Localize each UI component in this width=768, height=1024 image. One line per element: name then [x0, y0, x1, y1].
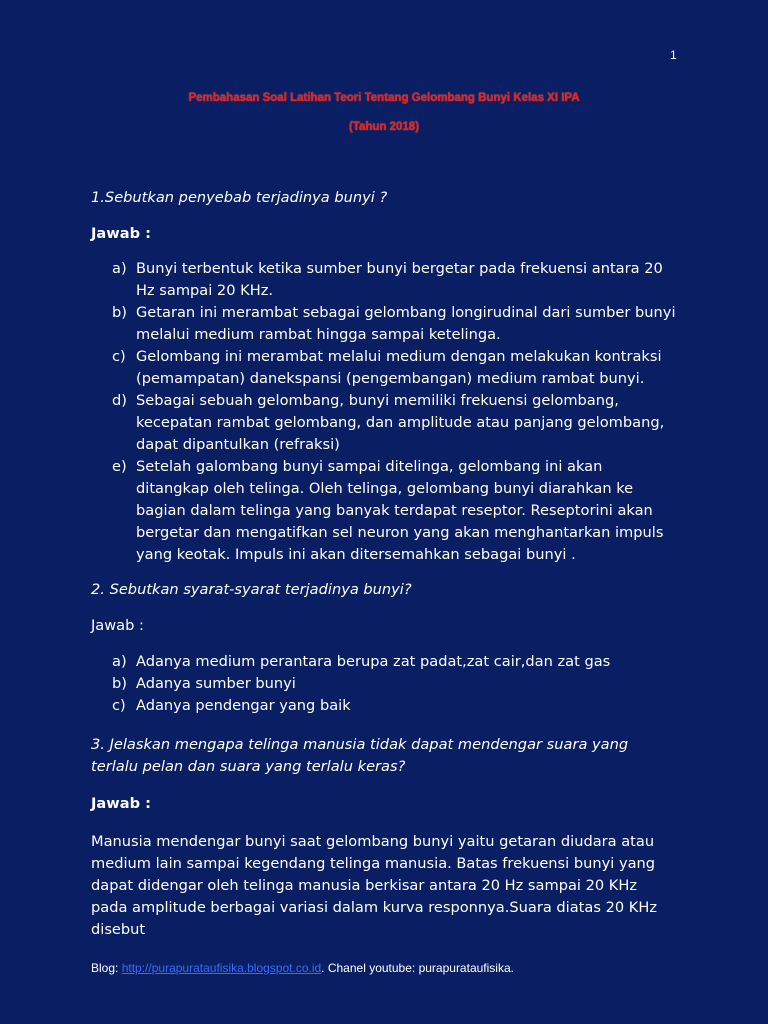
document-year: (Tahun 2018) — [348, 121, 420, 133]
list-item-text: Sebagai sebuah gelombang, bunyi memiliki frekuensi gelombang, kecepatan rambat gelombang, dan amplitude atau panjang gelombang, dapat dipantulkan (refraksi) — [136, 392, 665, 453]
page-number: 1 — [670, 48, 677, 62]
list-marker: c) — [112, 697, 126, 714]
list-item-text: Bunyi terbentuk ketika sumber bunyi bergetar pada frekuensi antara 20 Hz sampai 20 KHz. — [136, 260, 663, 299]
footer-blog-label: Blog: — [91, 961, 119, 975]
document-title: Pembahasan Soal Latihan Teori Tentang Gelombang Bunyi Kelas XI IPA — [188, 92, 580, 104]
answer-label-3: Jawab : — [91, 795, 151, 812]
list-item — [0, 695, 676, 717]
list-marker: d) — [112, 392, 127, 409]
list-item — [0, 390, 676, 456]
list-item-text: Adanya medium perantara berupa zat padat,zat cair,dan zat gas — [136, 653, 611, 670]
answer-list-2 — [0, 651, 768, 717]
list-marker: a) — [112, 653, 127, 670]
list-marker: b) — [112, 675, 127, 692]
footer-rest-text: . Chanel youtube: purapurataufisika. — [321, 961, 514, 975]
answer-paragraph-3: Manusia mendengar bunyi saat gelombang bunyi yaitu getaran diudara atau medium lain sampai kegendang telinga manusia. Batas frekuensi bunyi yang dapat didengar oleh telinga manusia berkisar antara 20 Hz sampai 20 KHz pada amplitude berbagai variasi dalam kurva responnya.Suara diatas 20 KHz disebut — [91, 833, 657, 938]
list-item-text: Setelah galombang bunyi sampai ditelinga, gelombang ini akan ditangkap oleh telinga. Oleh telinga, gelombang bunyi diarahkan ke bagian dalam telinga yang banyak terdapat reseptor. Reseptorini akan bergetar dan mengatifkan sel neuron yang akan menghantarkan impuls yang keotak. Impuls ini akan ditersemahkan sebagai bunyi . — [136, 458, 664, 563]
list-item — [0, 302, 676, 346]
list-item — [0, 651, 676, 673]
list-marker: a) — [112, 260, 127, 277]
footer — [91, 961, 514, 975]
question-3: 3. Jelaskan mengapa telinga manusia tidak dapat mendengar suara yang terlalu pelan dan suara yang terlalu keras? — [91, 736, 629, 775]
answer-label-1: Jawab : — [91, 225, 151, 242]
list-item-text: Getaran ini merambat sebagai gelombang longirudinal dari sumber bunyi melalui medium rambat hingga sampai ketelinga. — [136, 304, 676, 343]
list-item-text: Gelombang ini merambat melalui medium dengan melakukan kontraksi (pemampatan) danekspansi (pengembangan) medium rambat bunyi. — [136, 348, 662, 387]
list-marker: c) — [112, 348, 126, 365]
list-item-text: Adanya sumber bunyi — [136, 675, 296, 692]
list-item — [0, 258, 676, 302]
answer-label-2: Jawab : — [91, 617, 144, 634]
list-item — [0, 673, 676, 695]
question-1: 1.Sebutkan penyebab terjadinya bunyi ? — [91, 189, 388, 206]
list-marker: e) — [112, 458, 127, 475]
list-marker: b) — [112, 304, 127, 321]
list-item-text: Adanya pendengar yang baik — [136, 697, 351, 714]
blog-link[interactable]: http://purapurataufisika.blogspot.co.id — [121, 961, 322, 975]
list-item — [0, 346, 676, 390]
list-item — [0, 456, 676, 566]
question-2: 2. Sebutkan syarat-syarat terjadinya bunyi? — [91, 581, 412, 598]
answer-list-1 — [0, 258, 768, 566]
